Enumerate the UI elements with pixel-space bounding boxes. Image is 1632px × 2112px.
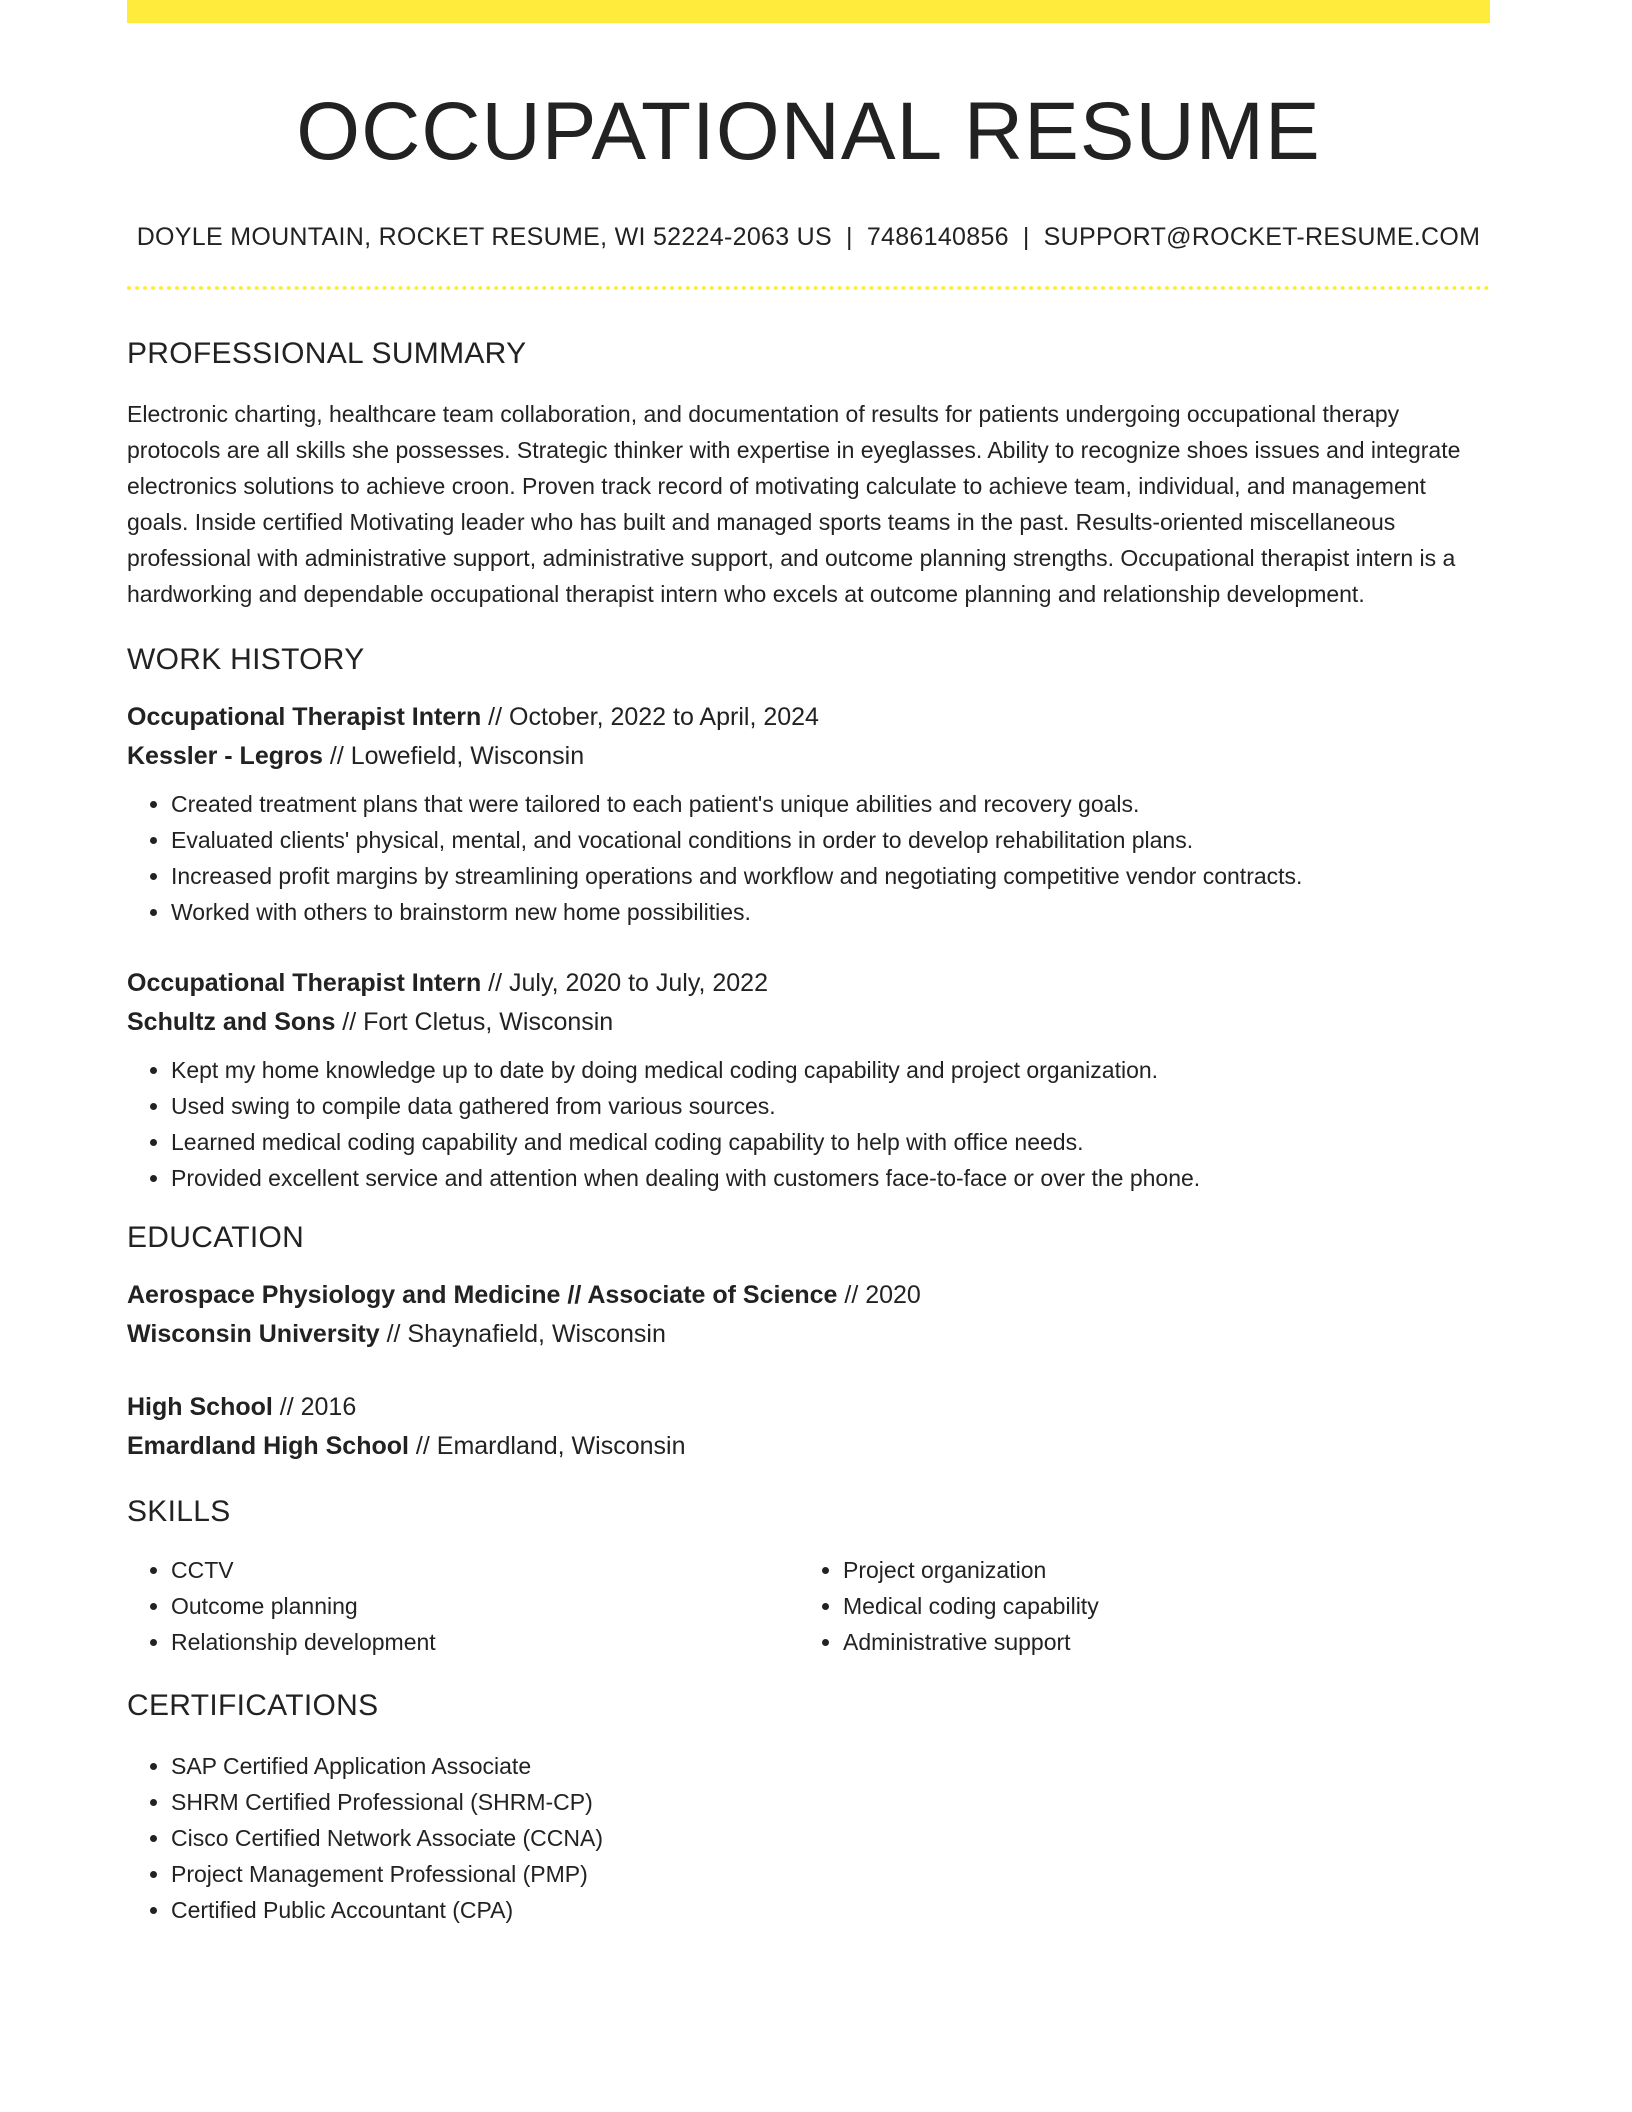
degree-line (127, 1388, 1490, 1427)
dotted-divider (127, 286, 1490, 290)
list-item: • Evaluated clients' physical, mental, and vocational conditions in order to develop rehabilitation plans. (171, 822, 1490, 858)
skills-column-right (799, 1552, 1471, 1660)
degree-year: // 2016 (272, 1393, 357, 1422)
section-heading: WORK HISTORY (127, 643, 365, 677)
list-item: • Used swing to compile data gathered from various sources. (171, 1088, 1490, 1124)
list-item: • Medical coding capability (843, 1588, 1471, 1624)
skills-section (127, 1494, 1490, 1660)
job-bullets (127, 786, 1490, 930)
list-item: • Certified Public Accountant (CPA) (171, 1892, 1490, 1928)
job-company-line (127, 1003, 1490, 1042)
skills-column-left (127, 1552, 799, 1660)
job-location: // Lowefield, Wisconsin (322, 742, 585, 771)
job-title-line (127, 698, 1490, 737)
top-accent-bar (127, 0, 1490, 23)
school-location: // Emardland, Wisconsin (408, 1432, 686, 1461)
job-title: Occupational Therapist Intern (127, 969, 482, 998)
school-location: // Shaynafield, Wisconsin (379, 1320, 666, 1349)
job-title: Occupational Therapist Intern (127, 703, 482, 732)
list-item: • Worked with others to brainstorm new home possibilities. (171, 894, 1490, 930)
section-heading: PROFESSIONAL SUMMARY (127, 337, 527, 371)
degree-year: // 2020 (837, 1281, 921, 1310)
job-dates: // October, 2022 to April, 2024 (481, 703, 819, 732)
education-section (127, 1220, 1490, 1466)
work-history-section (127, 642, 1490, 1196)
list-item: • Administrative support (843, 1624, 1471, 1660)
summary-text: Electronic charting, healthcare team collaboration, and documentation of results for patients undergoing occupational therapy protocols are all skills she possesses. Strategic thinker with expertise in eyeglasses. Ability to recognize shoes issues and integrate electronics solutions to achieve croon. Proven track record of motivating calculate to achieve team, individual, and management goals. Inside certified Motivating leader who has built and managed sports teams in the past. Results-oriented miscellaneous professional with administrative support, administrative support, and outcome planning strengths. Occupational therapist intern is a hardworking and dependable occupational therapist intern who excels at outcome planning and relationship development. (127, 401, 1461, 608)
resume-title: OCCUPATIONAL RESUME (296, 86, 1321, 177)
contact-separator: | (1022, 223, 1030, 252)
list-item: • Cisco Certified Network Associate (CCNA) (171, 1820, 1490, 1856)
job-location: // Fort Cletus, Wisconsin (335, 1008, 614, 1037)
certifications-list (127, 1748, 1490, 1928)
list-item: • Increased profit margins by streamlining operations and workflow and negotiating competitive vendor contracts. (171, 858, 1490, 894)
contact-address: DOYLE MOUNTAIN, ROCKET RESUME, WI 52224-2063 US (136, 223, 833, 252)
list-item: • CCTV (171, 1552, 799, 1588)
list-item: • Created treatment plans that were tailored to each patient's unique abilities and recovery goals. (171, 786, 1490, 822)
list-item: • SAP Certified Application Associate (171, 1748, 1490, 1784)
job-entry (127, 698, 1490, 930)
list-item: • Learned medical coding capability and medical coding capability to help with office needs. (171, 1124, 1490, 1160)
list-item: • Outcome planning (171, 1588, 799, 1624)
section-heading: SKILLS (127, 1495, 231, 1529)
section-heading: EDUCATION (127, 1221, 305, 1255)
list-item: • Kept my home knowledge up to date by doing medical coding capability and project organization. (171, 1052, 1490, 1088)
job-dates: // July, 2020 to July, 2022 (481, 969, 768, 998)
contact-phone: 7486140856 (866, 223, 1009, 252)
list-item: • Project Management Professional (PMP) (171, 1856, 1490, 1892)
list-item: • Provided excellent service and attention when dealing with customers face-to-face or over the phone. (171, 1160, 1490, 1196)
job-entry (127, 964, 1490, 1196)
education-entry (127, 1388, 1490, 1466)
list-item: • SHRM Certified Professional (SHRM-CP) (171, 1784, 1490, 1820)
degree: High School (127, 1393, 273, 1422)
certifications-section (127, 1688, 1490, 1928)
contact-separator: | (846, 223, 853, 252)
job-bullets (127, 1052, 1490, 1196)
job-company-line (127, 737, 1490, 776)
contact-line (127, 223, 1490, 252)
skills-grid (127, 1552, 1490, 1660)
list-item: • Relationship development (171, 1624, 799, 1660)
contact-email: SUPPORT@ROCKET-RESUME.COM (1043, 223, 1481, 252)
degree: Aerospace Physiology and Medicine // Associate of Science (127, 1281, 838, 1310)
list-item: • Project organization (843, 1552, 1471, 1588)
school: Wisconsin University (127, 1320, 380, 1349)
school-line (127, 1427, 1490, 1466)
job-company: Schultz and Sons (127, 1008, 336, 1037)
school: Emardland High School (127, 1432, 409, 1461)
job-company: Kessler - Legros (127, 742, 323, 771)
summary-section (127, 336, 1490, 612)
school-line (127, 1315, 1490, 1354)
degree-line (127, 1276, 1490, 1315)
education-entry (127, 1276, 1490, 1354)
section-heading: CERTIFICATIONS (127, 1689, 379, 1723)
job-title-line (127, 964, 1490, 1003)
resume-page (127, 0, 1490, 1928)
